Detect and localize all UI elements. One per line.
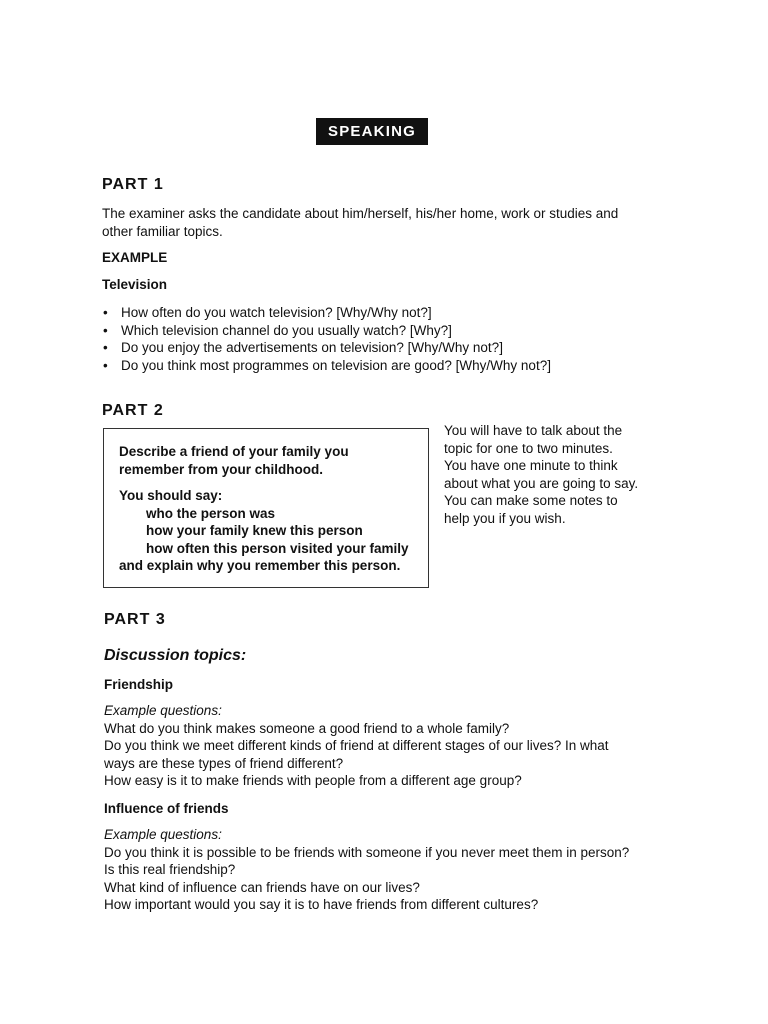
cue-title-line: Describe a friend of your family you (119, 444, 349, 459)
cue-closing: and explain why you remember this person. (119, 558, 401, 573)
part1-topic: Television (102, 277, 168, 292)
part2-heading: PART 2 (102, 402, 164, 419)
side-note-line: topic for one to two minutes. (444, 440, 613, 456)
list-item: • How often do you watch television? [Why/Why not?] (101, 304, 661, 322)
example-questions-label: Example questions: (104, 827, 222, 842)
topic-questions-influence (104, 826, 629, 914)
question-line: What do you think makes someone a good friend to a whole family? (104, 720, 510, 736)
cue-point: how your family knew this person (146, 523, 363, 538)
question-line: Do you think we meet different kinds of friend at different stages of our lives? In what (104, 738, 609, 753)
side-note-line: about what you are going to say. (444, 475, 639, 491)
section-banner: SPEAKING (316, 118, 428, 145)
cue-card-points (119, 487, 409, 575)
part1-intro (102, 205, 618, 240)
question-line: ways are these types of friend different? (104, 755, 344, 771)
topic-title-influence: Influence of friends (104, 801, 229, 816)
part1-question-list (101, 304, 661, 374)
question-line: How important would you say it is to have friends from different cultures? (104, 897, 539, 912)
side-note-line: You will have to talk about the (444, 423, 623, 438)
topic-title-friendship: Friendship (104, 677, 174, 692)
part2-side-note (444, 422, 638, 527)
list-item: • Do you think most programmes on television are good? [Why/Why not?] (101, 357, 661, 375)
cue-point: who the person was (146, 505, 276, 521)
list-item: • Which television channel do you usually watch? [Why?] (101, 322, 661, 340)
question-line: How easy is it to make friends with people from a different age group? (104, 773, 522, 788)
cue-card-title (119, 443, 349, 478)
side-note-line: You can make some notes to (444, 493, 618, 508)
question-line: Do you think it is possible to be friends with someone if you never meet them in person? (104, 844, 630, 860)
question-line: Is this real friendship? (104, 862, 236, 877)
topic-questions-friendship (104, 702, 609, 790)
part3-heading: PART 3 (104, 611, 166, 628)
part1-example-label: EXAMPLE (102, 250, 168, 265)
example-questions-label: Example questions: (104, 703, 222, 718)
part1-heading: PART 1 (102, 176, 164, 193)
list-item: • Do you enjoy the advertisements on television? [Why/Why not?] (101, 339, 661, 357)
part1-intro-line: other familiar topics. (102, 223, 223, 239)
side-note-line: You have one minute to think (444, 458, 618, 473)
cue-should-say: You should say: (119, 488, 223, 503)
question-line: What kind of influence can friends have on our lives? (104, 879, 420, 895)
side-note-line: help you if you wish. (444, 510, 566, 526)
cue-point: how often this person visited your family (146, 540, 409, 556)
part1-intro-line: The examiner asks the candidate about him/herself, his/her home, work or studies and (102, 206, 619, 221)
discussion-label: Discussion topics: (104, 647, 247, 664)
cue-title-line: remember from your childhood. (119, 461, 324, 477)
